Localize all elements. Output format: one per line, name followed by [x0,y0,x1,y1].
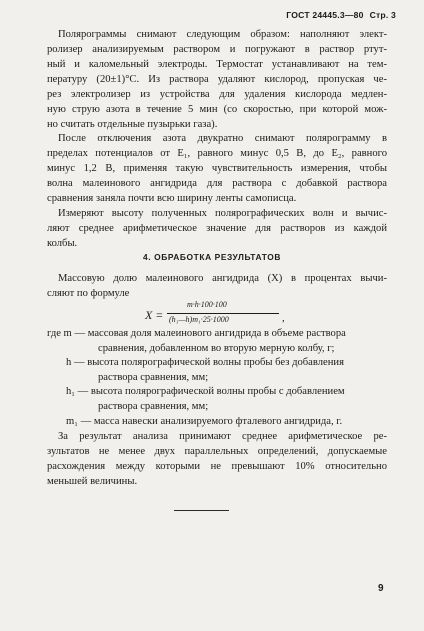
legend-line: h — высота полярографической волны пробы без добавления [66,357,344,368]
paragraph-line: пературу (20±1)°С. Из раствора удаляют кислород, пропуская че- [47,74,387,85]
paragraph-line: За результат анализа принимают среднее арифметическое ре- [58,431,387,442]
paragraph-line: расхождения между которыми не превышают 10% относительно [47,461,387,472]
paragraph-line: зультатов не менее двух параллельных определений, допускаемые [47,446,387,457]
paragraph-line: но считать отдельные пузырьки газа). [47,119,218,130]
paragraph-line: минус 1,2 В, применяя такую чувствительность измерения, чтобы [47,163,387,174]
formula-numerator: m·h·100·100 [187,300,227,309]
page-number: 9 [378,583,384,594]
legend-line: где m — массовая доля малеинового ангидрида в объеме раствора [47,328,346,339]
paragraph-line: Измеряют высоту полученных полярографических волн и вычис- [58,208,387,219]
formula-comma: , [282,312,285,324]
page-header [286,10,396,20]
paragraph-line: Массовую долю малеинового ангидрида (X) в процентах вычи- [58,273,387,284]
paragraph-line: рез электролизер из устройства для удаления кислорода медлен- [47,89,387,100]
legend-line: m₁ — масса навески анализируемого фталевого ангидрида, г. [66,416,343,427]
legend-line: раствора сравнения, мм; [98,401,209,412]
legend-line: h₁ — высота полярографической волны пробы с добавлением [66,386,345,397]
fraction-bar [167,313,279,314]
paragraph-line: ляют среднее арифметическое значение для растворов из каждой [47,223,387,234]
closing-rule [174,510,229,511]
legend-line: раствора сравнения, мм; [98,372,209,383]
paragraph-line: волна малеинового ангидрида для раствора с добавкой раствора [47,178,387,189]
standard-code: ГОСТ 24445.3—80 [286,10,364,20]
formula-denominator: (h₁—h)m₁·25·1000 [169,315,229,324]
paragraph-line: ную струю азота в течение 5 мин (со скоростью, при которой мож- [47,104,387,115]
paragraph-line: колбы. [47,238,78,249]
paragraph-line: ролизер анализируемым раствором и погружают в раствор ртут- [47,44,387,55]
paragraph-line: После отключения азота двукратно снимают полярограмму в [58,133,387,144]
page-label: Стр. 3 [369,10,396,20]
formula-lhs: X [145,308,153,322]
section-heading: 4. ОБРАБОТКА РЕЗУЛЬТАТОВ [142,252,281,262]
paragraph-line: ный и каломельный электроды. Термостат устанавливают на тем- [47,59,387,70]
legend-line: сравнения, добавленном во вторую мерную колбу, г; [98,343,335,354]
paragraph-line: Полярограммы снимают следующим образом: наполняют элект- [58,29,387,40]
formula [145,300,305,330]
paragraph-line: сляют по формуле [47,288,130,299]
paragraph-line: сравнения заняла почти всю ширину ленты самописца. [47,193,297,204]
formula-equals: = [156,308,163,322]
paragraph-line: пределах потенциалов от E₁, равного минус 0,5 В, до E₂, равного [47,148,387,159]
paragraph-line: меньшей величины. [47,476,138,487]
